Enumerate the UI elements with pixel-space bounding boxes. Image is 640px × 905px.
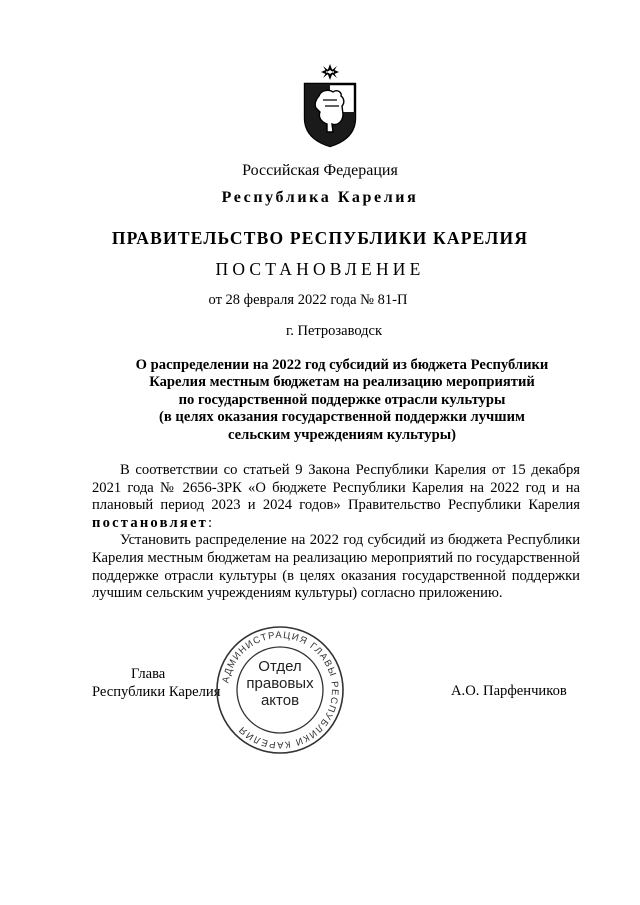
stamp-ring-text: АДМИНИСТРАЦИЯ ГЛАВЫ РЕСПУБЛИКИ КАРЕЛИЯ [220, 629, 341, 751]
preamble-tail: : [208, 514, 213, 531]
stamp-line: Отдел [258, 658, 302, 675]
date-and-number: от 28 февраля 2022 года № 81-П [208, 292, 408, 308]
paragraph-preamble [92, 462, 580, 532]
subject-line: (в целях оказания государственной поддержки лучшим [159, 409, 525, 426]
government-title: ПРАВИТЕЛЬСТВО РЕСПУБЛИКИ КАРЕЛИЯ [111, 228, 529, 248]
stamp-line: актов [260, 692, 300, 709]
country-name: Российская Федерация [242, 162, 398, 179]
signatory-title-line2: Республики Карелия [92, 684, 221, 700]
subject-line: сельским учреждениям культуры) [228, 426, 456, 443]
decree-keyword: постановляет [92, 514, 208, 531]
city: г. Петрозаводск [285, 323, 383, 339]
document-subject [92, 357, 592, 444]
signatory-name: А.О. Парфенчиков [451, 683, 567, 699]
document-type: ПОСТАНОВЛЕНИЕ [215, 259, 425, 279]
republic-name: Республика Карелия [221, 189, 419, 206]
document-body [92, 462, 580, 603]
signatory-title-line1: Глава [131, 666, 166, 682]
preamble-text: В соответствии со статьей 9 Закона Республики Карелия от 15 декабря 2021 года № 2656-ЗРК «О бюджете Республики Карелия на 2022 год и на плановый период 2023 и 2024 годов» Правительство Республики Карелия [92, 462, 580, 514]
karelia-coat-of-arms-icon [299, 62, 361, 148]
subject-line: по государственной поддержке отрасли культуры [178, 391, 506, 408]
signatory-title [92, 665, 220, 701]
paragraph-resolution: Установить распределение на 2022 год субсидий из бюджета Республики Карелия местным бюджетам на реализацию мероприятий по государственной поддержке отрасли культуры (в целях оказания государственной поддержки лучшим сельским учреждениям культуры) согласно приложению. [92, 532, 580, 602]
subject-line: Карелия местным бюджетам на реализацию мероприятий [149, 374, 535, 391]
stamp-line: правовых [246, 675, 314, 692]
subject-line: О распределении на 2022 год субсидий из бюджета Республики [135, 357, 549, 373]
stamp-center-text [222, 658, 338, 709]
